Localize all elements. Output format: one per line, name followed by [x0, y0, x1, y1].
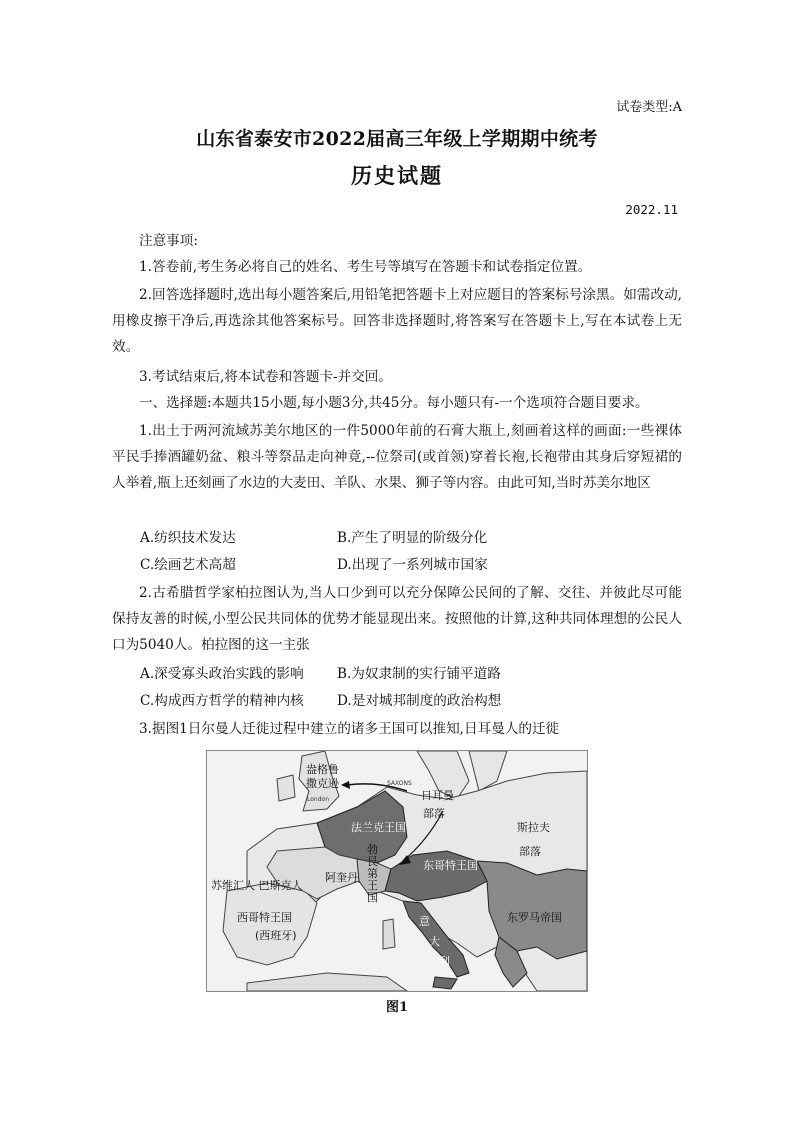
figure-caption: 图1: [385, 1000, 409, 1015]
note-item: 2.回答选择题时,选出每小题答案后,用铅笔把答题卡上对应题目的答案标号涂黑。如需改动,用橡皮擦干净后,再选涂其他答案标号。回答非选择题时,将答案写在答题卡上,写在本试卷上无效。: [112, 287, 682, 355]
map-label-visigoths: 西哥特王国: [237, 911, 292, 924]
map-label-spain: (西班牙): [255, 929, 297, 942]
map-label-anglo-saxon: 盎格鲁: [306, 763, 339, 776]
exam-type-label: 试卷类型:A: [616, 100, 682, 115]
map-label-italy: 意: [419, 915, 430, 928]
option-b: B.为奴隶制的实行铺平道路: [337, 666, 501, 682]
option-a: A.纺织技术发达: [140, 530, 236, 546]
map-label-slavs: 斯拉夫: [517, 821, 550, 834]
map-label-burgundy: 艮: [367, 855, 378, 868]
question-stem: 2.古希腊哲学家柏拉图认为,当人口少到可以充分保障公民间的了解、交往、并彼此尽可能保持友善的时候,小型公民共同体的优势才能显现出来。按照他的计算,这种共同体理想的公民人口为5040人。柏拉图的这一主张: [112, 585, 682, 653]
map-label-burgundy: 勃: [367, 843, 378, 856]
option-a: A.深受寡头政治实践的影响: [140, 666, 304, 682]
map-label-anglo-saxon: 撒克逊: [306, 777, 339, 790]
map-label-slavs: 部落: [519, 845, 541, 858]
section-instructions: 一、选择题:本题共15小题,每小题3分,共45分。每小题只有-一个选项符合题目要求。: [139, 395, 649, 411]
option-d: D.是对城邦制度的政治构想: [337, 693, 502, 709]
notes-heading: 注意事项:: [139, 233, 198, 249]
map-label-burgundy: 国: [367, 891, 378, 904]
map-label-germans: 部落: [423, 807, 445, 820]
map-label-italy: 大: [429, 935, 440, 948]
map-label-germans: 日耳曼: [421, 789, 454, 802]
question-stem: 3.据图1日尔曼人迁徙过程中建立的诸多王国可以推知,日耳曼人的迁徙: [139, 721, 560, 737]
note-item: 3.考试结束后,将本试卷和答题卡-并交回。: [139, 369, 392, 385]
germanic-kingdoms-map: [206, 750, 588, 992]
map-label-franks: 法兰克王国: [351, 821, 406, 834]
exam-subtitle: 历史试题: [351, 163, 443, 188]
question-stem: 1.出土于两河流域苏美尔地区的一件5000年前的石膏大瓶上,刻画着这样的画面:一些裸体平民手捧酒罐奶盆、粮斗等祭品走向神竟,--位祭司(或首领)穿着长袍,长袍带由其身后穿短裙的人举着,瓶上还刻画了水边的大麦田、羊队、水果、狮子等内容。由此可知,当时苏美尔地区: [112, 423, 682, 491]
map-label-italy: 利: [439, 955, 450, 968]
option-c: C.构成西方哲学的精神内核: [140, 693, 304, 709]
exam-date: 2022.11: [625, 202, 678, 217]
map-label-eastern-roman: 东罗马帝国: [507, 911, 562, 924]
option-d: D.出现了一系列城市国家: [337, 557, 488, 573]
map-label-ostrogoths: 东哥特王国: [423, 859, 478, 872]
note-item: 1.答卷前,考生务必将自己的姓名、考生号等填写在答题卡和试卷指定位置。: [139, 259, 592, 275]
map-label-suebi-basques: 苏维汇人 巴斯克人: [211, 879, 303, 892]
map-label-burgundy: 王: [367, 879, 378, 892]
exam-title: 山东省泰安市2022届高三年级上学期期中统考: [196, 128, 598, 150]
map-label-saxony: SAXONS: [387, 780, 412, 787]
option-c: C.绘画艺术高超: [140, 557, 236, 573]
map-label-aquitaine: 阿奎丹: [325, 871, 358, 884]
map-label-london: London: [307, 796, 329, 803]
option-b: B.产生了明显的阶级分化: [337, 530, 488, 546]
map-label-burgundy: 第: [367, 867, 378, 880]
